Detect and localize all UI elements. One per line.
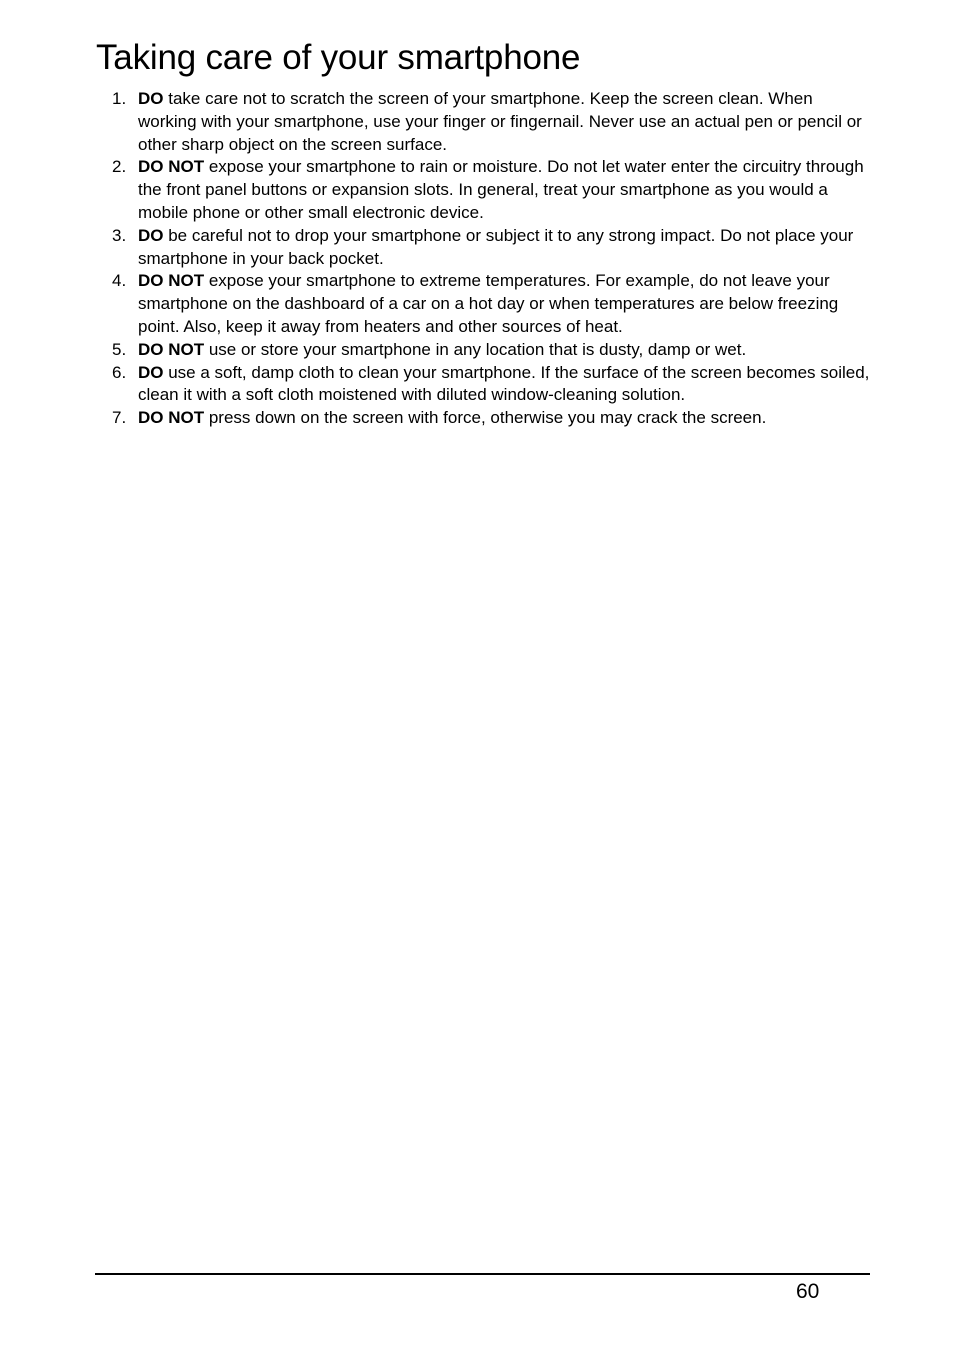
list-item-number: 2. (112, 157, 127, 177)
list-item-lead: DO (138, 225, 164, 245)
list-item-number: 1. (112, 89, 127, 108)
list-item (100, 156, 875, 224)
list-item (100, 225, 875, 271)
page-number: 60 (796, 1280, 820, 1303)
page-title: Taking care of your smartphone (96, 38, 581, 77)
list-item-text: press down on the screen with force, otherwise you may crack the screen. (204, 408, 767, 428)
list-item (100, 339, 875, 362)
list-item-lead: DO NOT (138, 157, 205, 177)
list-item-lead: DO NOT (138, 339, 205, 359)
list-item-number: 5. (112, 339, 127, 359)
list-item-text: take care not to scratch the screen of your smartphone. Keep the screen clean. When working with your smartphone, use your finger or fingernail. Never use an actual pen or pencil or other sharp object on the screen surface. (138, 89, 862, 154)
list-item-lead: DO (138, 362, 164, 382)
list-item-number: 4. (112, 271, 127, 291)
list-item (100, 362, 875, 408)
list-item-lead: DO NOT (138, 408, 205, 428)
list-item-text: use or store your smartphone in any location that is dusty, damp or wet. (204, 339, 747, 359)
list-item-lead: DO NOT (138, 271, 205, 291)
list-item-text: use a soft, damp cloth to clean your smartphone. If the surface of the screen becomes soiled, clean it with a soft cloth moistened with diluted window-cleaning solution. (138, 362, 870, 405)
list-item-text: expose your smartphone to extreme temperatures. For example, do not leave your smartphone on the dashboard of a car on a hot day or when temperatures are below freezing point. Also, keep it away from heaters and other sources of heat. (138, 271, 839, 336)
list-item (100, 88, 875, 156)
list-item-lead: DO (138, 89, 164, 108)
list-item-text: expose your smartphone to rain or moisture. Do not let water enter the circuitry through the front panel buttons or expansion slots. In general, treat your smartphone as you would a mobile phone or other small electronic device. (138, 157, 864, 222)
list-item (100, 407, 875, 430)
list-item-number: 7. (112, 408, 127, 428)
list-item-number: 3. (112, 225, 127, 245)
list-item-text: be careful not to drop your smartphone or subject it to any strong impact. Do not place your smartphone in your back pocket. (138, 225, 854, 268)
list-item-number: 6. (112, 362, 127, 382)
footer-divider (95, 1273, 870, 1275)
care-instructions-list (100, 88, 875, 430)
list-item (100, 270, 875, 338)
